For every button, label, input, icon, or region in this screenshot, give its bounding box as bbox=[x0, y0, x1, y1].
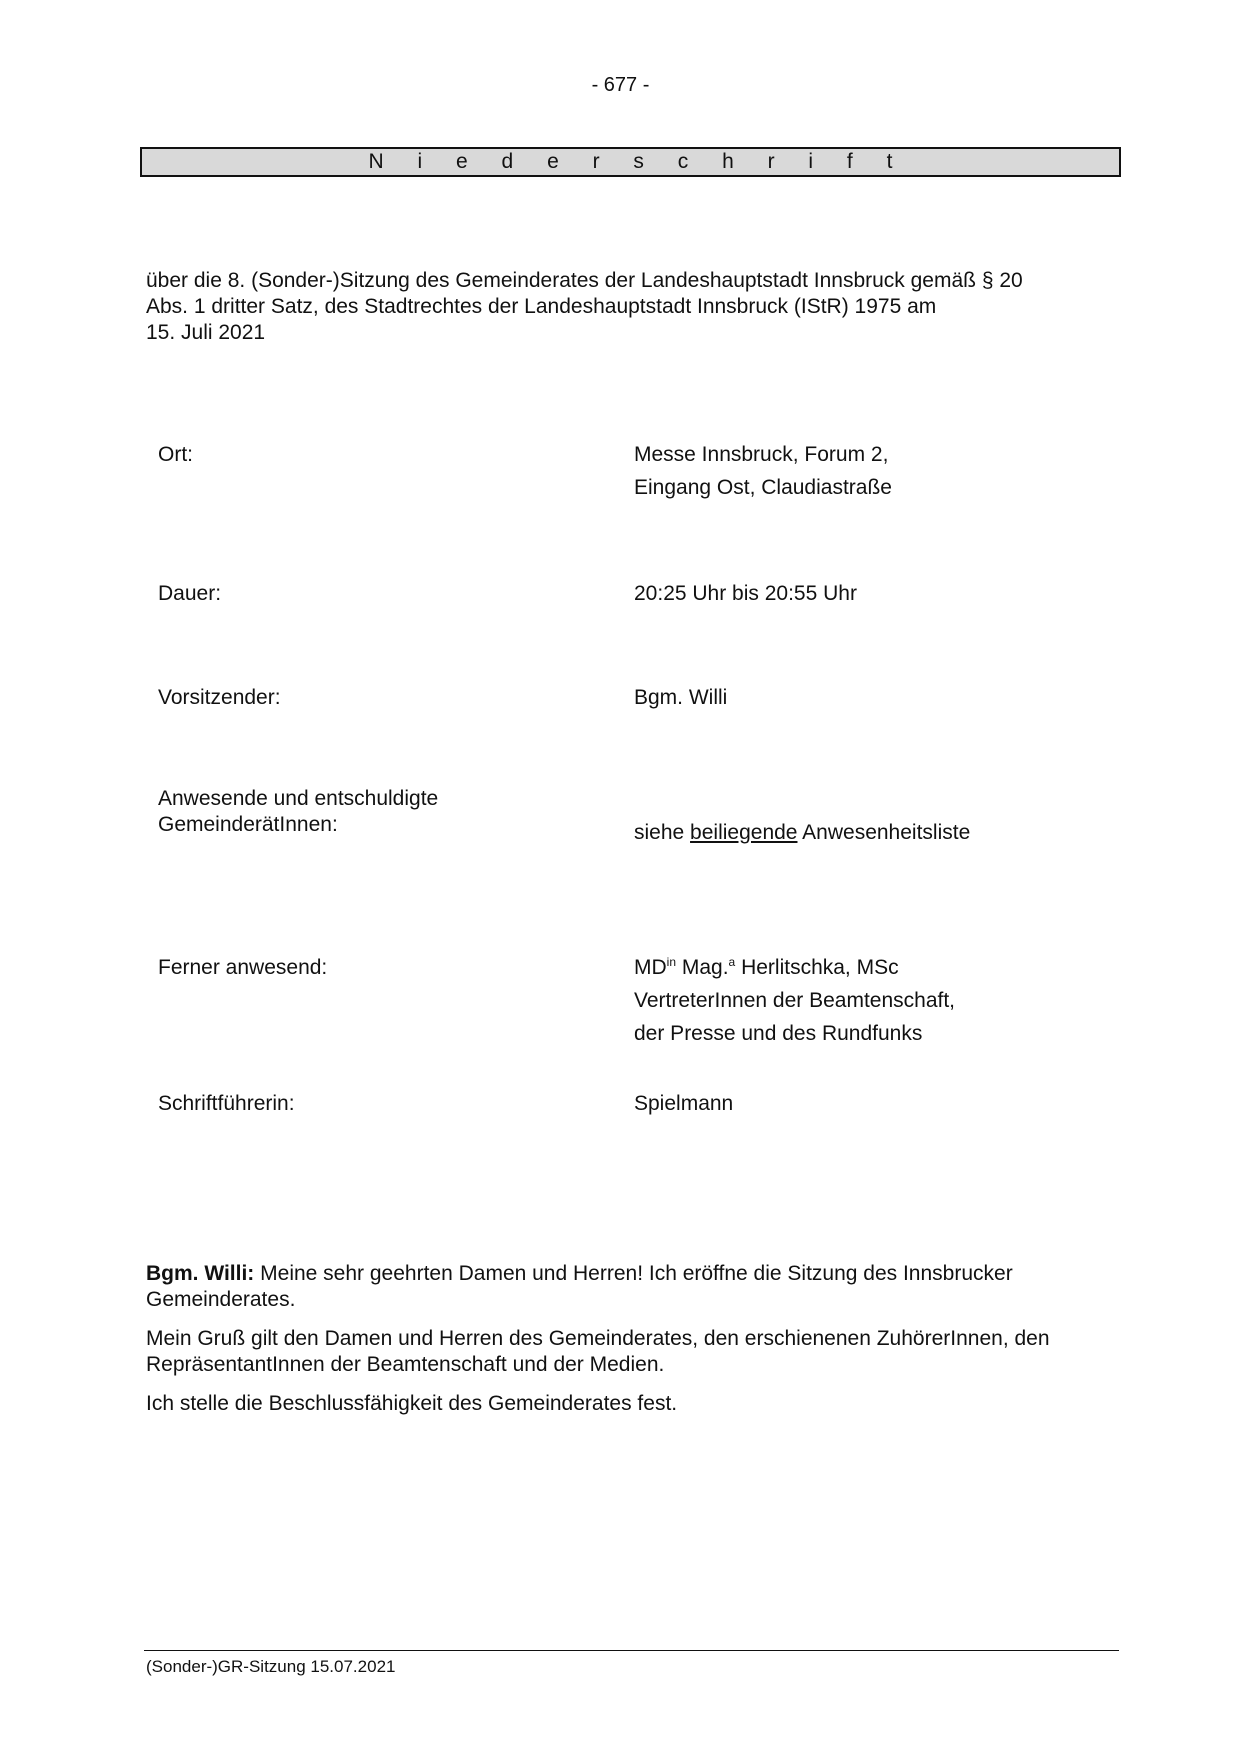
page-number: - 677 - bbox=[591, 74, 650, 96]
anwesende-value-post: Anwesenheitsliste bbox=[797, 821, 971, 844]
ort-value bbox=[634, 438, 892, 504]
schriftfuehrerin-value: Spielmann bbox=[634, 1092, 734, 1115]
ferner-label: Ferner anwesend: bbox=[158, 956, 328, 979]
footer-text: (Sonder-)GR-Sitzung 15.07.2021 bbox=[146, 1657, 396, 1676]
document-title-box bbox=[140, 147, 1121, 177]
anwesende-value-pre: siehe bbox=[634, 821, 691, 844]
speech-paragraph-2: Mein Gruß gilt den Damen und Herren des Gemeinderates, den erschienenen ZuhörerInnen, den RepräsentantInnen der Beamtenschaft und der Medien. bbox=[146, 1327, 1050, 1376]
ferner-value-line-1: $MD^{in}$ Mag.$^a$ Herlitschka, MSc bbox=[634, 955, 899, 979]
footer-divider bbox=[144, 1650, 1119, 1651]
anwesende-value-underlined: beiliegende bbox=[690, 821, 798, 844]
ort-value-line-1: Messe Innsbruck, Forum 2, bbox=[634, 443, 889, 466]
intro-line-3: 15. Juli 2021 bbox=[146, 321, 266, 344]
ferner-value bbox=[634, 951, 955, 1050]
speech-paragraph-3: Ich stelle die Beschlussfähigkeit des Gemeinderates fest. bbox=[146, 1392, 678, 1415]
intro-text bbox=[146, 268, 1126, 346]
dauer-value: 20:25 Uhr bis 20:55 Uhr bbox=[634, 582, 857, 605]
anwesende-label bbox=[158, 786, 438, 838]
document-title: N i e d e r s c h r i f t bbox=[368, 150, 907, 173]
vorsitzender-value: Bgm. Willi bbox=[634, 686, 728, 709]
speaker-name: Bgm. Willi: bbox=[146, 1262, 255, 1285]
vorsitzender-label: Vorsitzender: bbox=[158, 686, 281, 709]
schriftfuehrerin-label: Schriftführerin: bbox=[158, 1092, 295, 1115]
speech-paragraph-1: Bgm. Willi: Meine sehr geehrten Damen und Herren! Ich eröffne die Sitzung des Innsbrucker Gemeinderates. bbox=[146, 1262, 1019, 1311]
anwesende-value bbox=[634, 816, 970, 849]
intro-line-2: Abs. 1 dritter Satz, des Stadtrechtes der Landeshauptstadt Innsbruck (IStR) 1975 am bbox=[146, 295, 937, 318]
ferner-value-line-2: VertreterInnen der Beamtenschaft, bbox=[634, 989, 956, 1012]
dauer-label: Dauer: bbox=[158, 582, 222, 605]
anwesende-label-line-1: Anwesende und entschuldigte bbox=[158, 787, 439, 810]
anwesende-label-line-2: GemeinderätInnen: bbox=[158, 813, 338, 836]
ferner-value-line-3: der Presse und des Rundfunks bbox=[634, 1022, 923, 1045]
ort-label: Ort: bbox=[158, 443, 193, 466]
ort-value-line-2: Eingang Ost, Claudiastraße bbox=[634, 476, 892, 499]
intro-line-1: über die 8. (Sonder-)Sitzung des Gemeinderates der Landeshauptstadt Innsbruck gemäß § 20 bbox=[146, 269, 1023, 292]
